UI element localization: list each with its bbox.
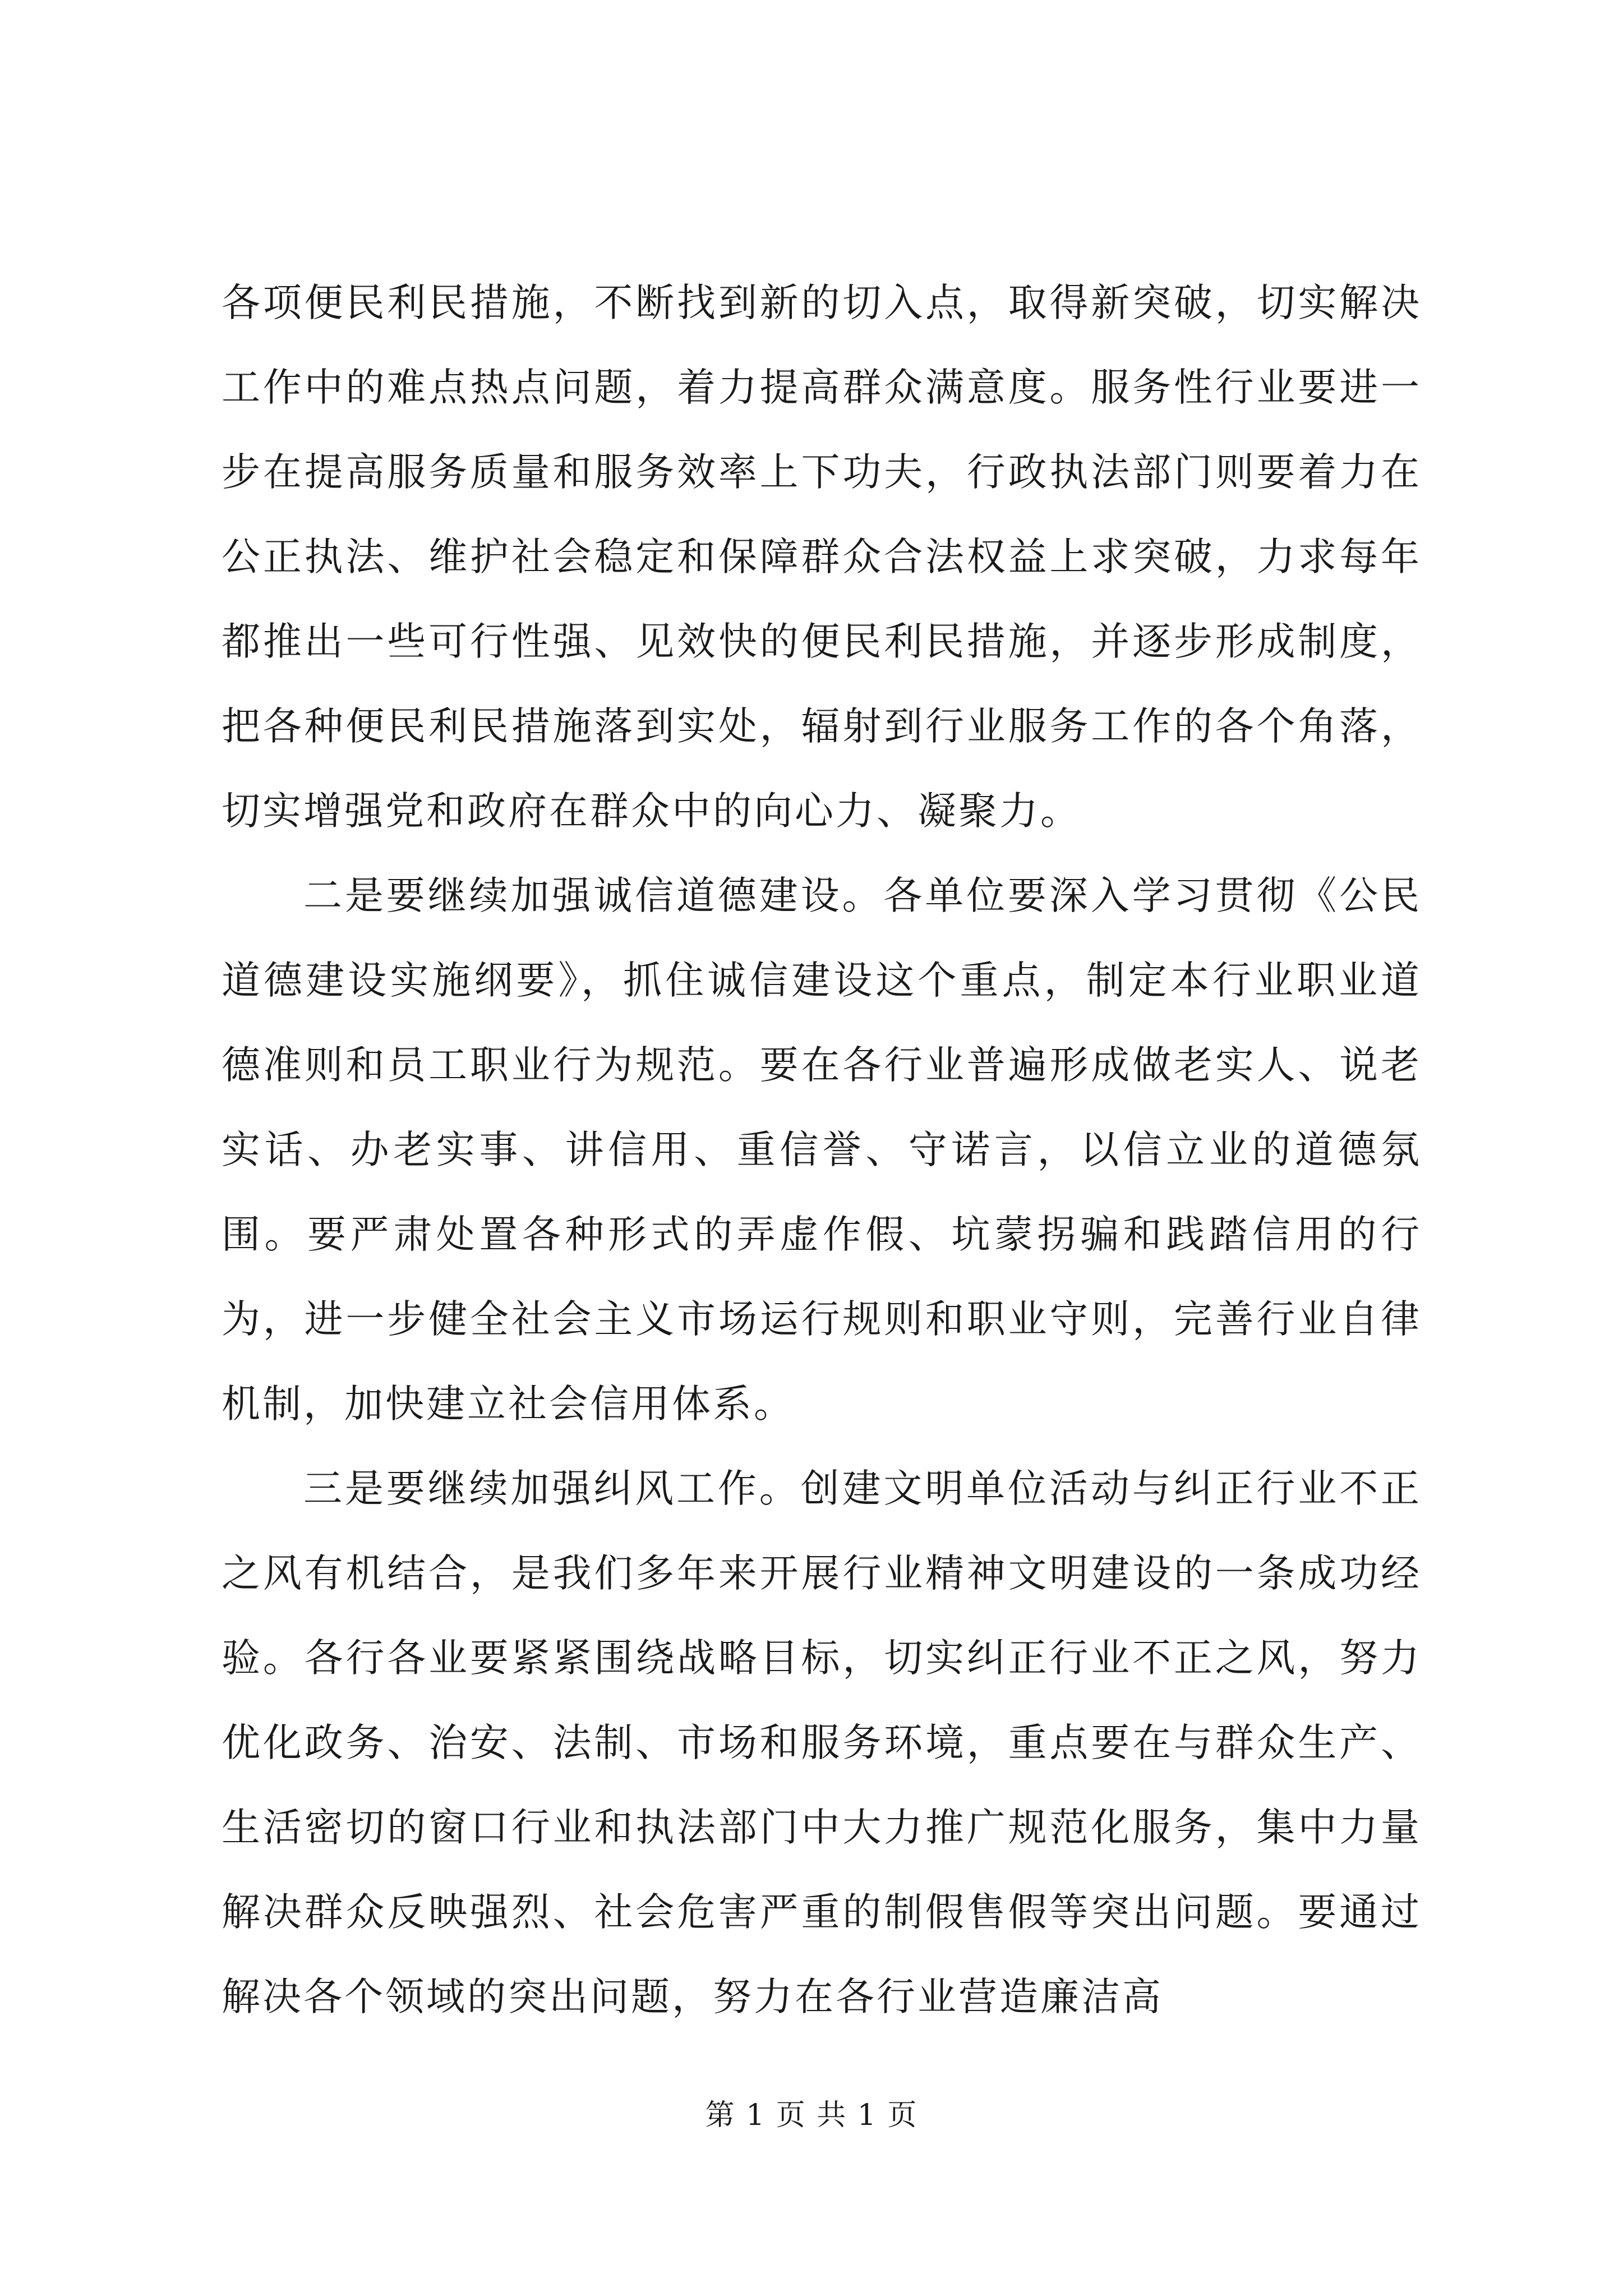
paragraph-integrity-morality: 二是要继续加强诚信道德建设。各单位要深入学习贯彻《公民道德建设实施纲要》，抓住诚信建设这个重点，制定本行业职业道德准则和员工职业行为规范。要在各行业普遍形成做老实人、说老实话、办老实事、讲信用、重信誉、守诺言，以信立业的道德氛围。要严肃处置各种形式的弄虚作假、坑蒙拐骗和践踏信用的行为，进一步健全社会主义市场运行规则和职业守则，完善行业自律机制，加快建立社会信用体系。 — [222, 873, 1422, 1427]
paragraph-continuation: 各项便民利民措施，不断找到新的切入点，取得新突破，切实解决工作中的难点热点问题，着力提高群众满意度。服务性行业要进一步在提高服务质量和服务效率上下功夫，行政执法部门则要着力在公正执法、维护社会稳定和保障群众合法权益上求突破，力求每年都推出一些可行性强、见效快的便民利民措施，并逐步形成制度，把各种便民利民措施落到实处，辐射到行业服务工作的各个角落，切实增强党和政府在群众中的向心力、凝聚力。 — [222, 280, 1422, 834]
document-body — [222, 261, 1422, 2040]
paragraph-style-rectification: 三是要继续加强纠风工作。创建文明单位活动与纠正行业不正之风有机结合，是我们多年来开展行业精神文明建设的一条成功经验。各行各业要紧紧围绕战略目标，切实纠正行业不正之风，努力优化政务、治安、法制、市场和服务环境，重点要在与群众生产、生活密切的窗口行业和执法部门中大力推广规范化服务，集中力量解决群众反映强烈、社会危害严重的制假售假等突出问题。要通过解决各个领域的突出问题，努力在各行业营造廉洁高 — [222, 1466, 1422, 2019]
page-number-footer: 第 1 页 共 1 页 — [705, 2099, 918, 2132]
